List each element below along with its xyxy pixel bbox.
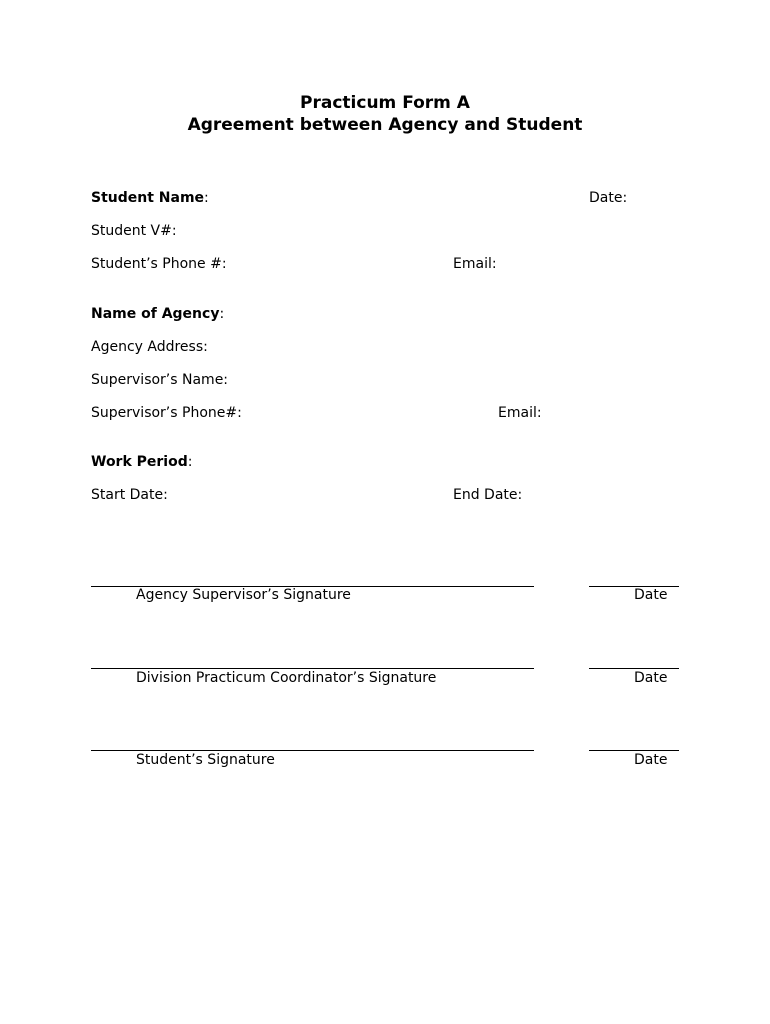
work-period-heading — [91, 453, 192, 471]
supervisor-name-label: Supervisor’s Name: — [91, 372, 229, 388]
supervisor-phone-label: Supervisor’s Phone#: — [91, 405, 242, 421]
agency-address-label: Agency Address: — [91, 339, 208, 355]
student-phone-label: Student’s Phone #: — [91, 256, 227, 272]
coordinator-signature-label: Division Practicum Coordinator’s Signature — [136, 670, 437, 686]
agency-supervisor-date-label: Date — [634, 587, 668, 603]
agency-supervisor-signature-label: Agency Supervisor’s Signature — [136, 587, 351, 603]
agency-name-field — [91, 305, 224, 323]
student-name-colon: : — [204, 190, 209, 206]
student-signature-label: Student’s Signature — [136, 752, 275, 768]
student-date-label: Date — [634, 752, 668, 768]
coordinator-date-label: Date — [634, 670, 668, 686]
student-v-number-label: Student V#: — [91, 223, 177, 239]
student-name-label: Student Name — [91, 190, 205, 206]
agency-name-label: Name of Agency — [91, 306, 220, 322]
form-title: Practicum Form A — [300, 93, 470, 113]
date-label: Date: — [589, 190, 628, 206]
agency-name-colon: : — [219, 306, 225, 322]
form-subtitle: Agreement between Agency and Student — [187, 115, 583, 135]
student-name-field — [91, 189, 209, 207]
start-date-label: Start Date: — [91, 487, 168, 503]
work-period-label: Work Period — [91, 454, 188, 470]
work-period-colon: : — [187, 454, 193, 470]
supervisor-email-label: Email: — [498, 405, 542, 421]
end-date-label: End Date: — [453, 487, 523, 503]
student-email-label: Email: — [453, 256, 497, 272]
